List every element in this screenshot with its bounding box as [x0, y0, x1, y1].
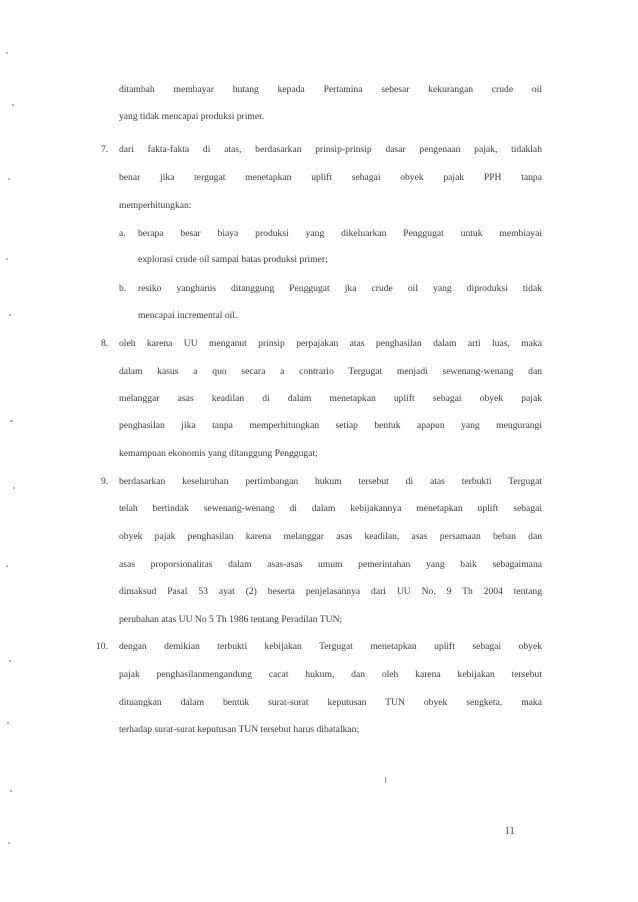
scan-speck — [7, 722, 9, 724]
list-letter: a. — [119, 228, 126, 239]
text-line: memperhitungkan: — [119, 200, 192, 211]
text-line: dari fakta-fakta di atas, berdasarkan prinsip-prinsip dasar pengenaan pajak, tidaklah — [119, 144, 542, 155]
scan-speck — [6, 258, 8, 260]
text-line: dituangkan dalam bentuk surat-surat keputusan TUN obyek sengketa, maka — [119, 697, 542, 708]
scan-speck — [9, 314, 11, 316]
text-line: obyek pajak penghasilan karena melanggar asas keadilan, asas persamaan beban dan — [119, 531, 542, 542]
list-letter: b. — [119, 283, 127, 294]
text-line: oleh karena UU menganut prinsip perpajakan atas penghasilan dalam arti luas, maka — [119, 338, 542, 349]
text-line: ditambah membayar hutang kepada Pertamina sebesar kekurangan crude oil — [119, 84, 542, 95]
text-line: asas proporsionalitas dalam asas-asas umum pemerintahan yang baik sebagaimana — [119, 559, 542, 570]
text-line: yang tidak mencapai produksi primer. — [119, 111, 265, 122]
list-number: 7. — [101, 144, 109, 155]
text-line: perubahan atas UU No 5 Th 1986 tentang Peradilan TUN; — [119, 614, 343, 625]
scan-speck — [8, 842, 10, 844]
text-line: dengan demikian terbukti kebijakan Tergugat menetapkan uplift sebagai obyek — [119, 641, 542, 652]
scan-speck — [10, 420, 13, 422]
text-line: berdasarkan keseluruhan pertimbangan hukum tersebut di atas terbukti Tergugat — [119, 476, 542, 487]
text-line: telah bertindak sewenang-wenang di dalam kebijakannya menetapkan uplift sebagai — [119, 503, 542, 514]
scan-speck — [10, 790, 12, 792]
text-line: pajak penghasilanmengandung cacat hukum, dan oleh karena kebijakan tersebut — [119, 669, 542, 680]
list-number: 10. — [96, 641, 108, 652]
text-line: mencapai incremental oil. — [138, 310, 238, 321]
text-line: resiko yangharus ditanggung Penggugat jka crude oil yang diproduksi tidak — [138, 283, 542, 294]
text-line: terhadap surat-surat keputusan TUN tersebut harus dibatalkan; — [119, 724, 360, 735]
scan-speck — [9, 660, 11, 662]
scan-speck — [6, 565, 8, 567]
text-line: dimaksud Pasal 53 ayat (2) beserta penjelasannya dari UU No. 9 Th 2004 tentang — [119, 586, 542, 597]
page-number: 11 — [505, 826, 515, 837]
text-line: dalam kasus a quo secara a contrario Tergugat menjadi sewenang-wenang dan — [119, 366, 542, 377]
scan-speck — [385, 777, 386, 783]
text-line: kemampuan ekonomis yang ditanggung Penggugat; — [119, 448, 318, 459]
text-line: explorasi crude oil sampai batas produksi primer; — [138, 254, 328, 265]
scan-speck — [13, 487, 15, 489]
text-line: penghasilan jika tanpa memperhitungkan setiap bentuk apapun yang mengurangi — [119, 420, 542, 431]
scan-speck — [8, 178, 10, 180]
text-line: berapa besar biaya produksi yang dikeluarkan Penggugat untuk membiayai — [138, 228, 542, 239]
text-line: benar jika tergugat menetapkan uplift sebagai obyek pajak PPH tanpa — [119, 172, 542, 183]
scan-speck — [12, 104, 14, 106]
list-number: 9. — [101, 476, 109, 487]
list-number: 8. — [101, 338, 109, 349]
text-line: melanggar asas keadilan di dalam menetapkan uplift sebagai obyek pajak — [119, 393, 542, 404]
scan-speck — [6, 52, 8, 54]
